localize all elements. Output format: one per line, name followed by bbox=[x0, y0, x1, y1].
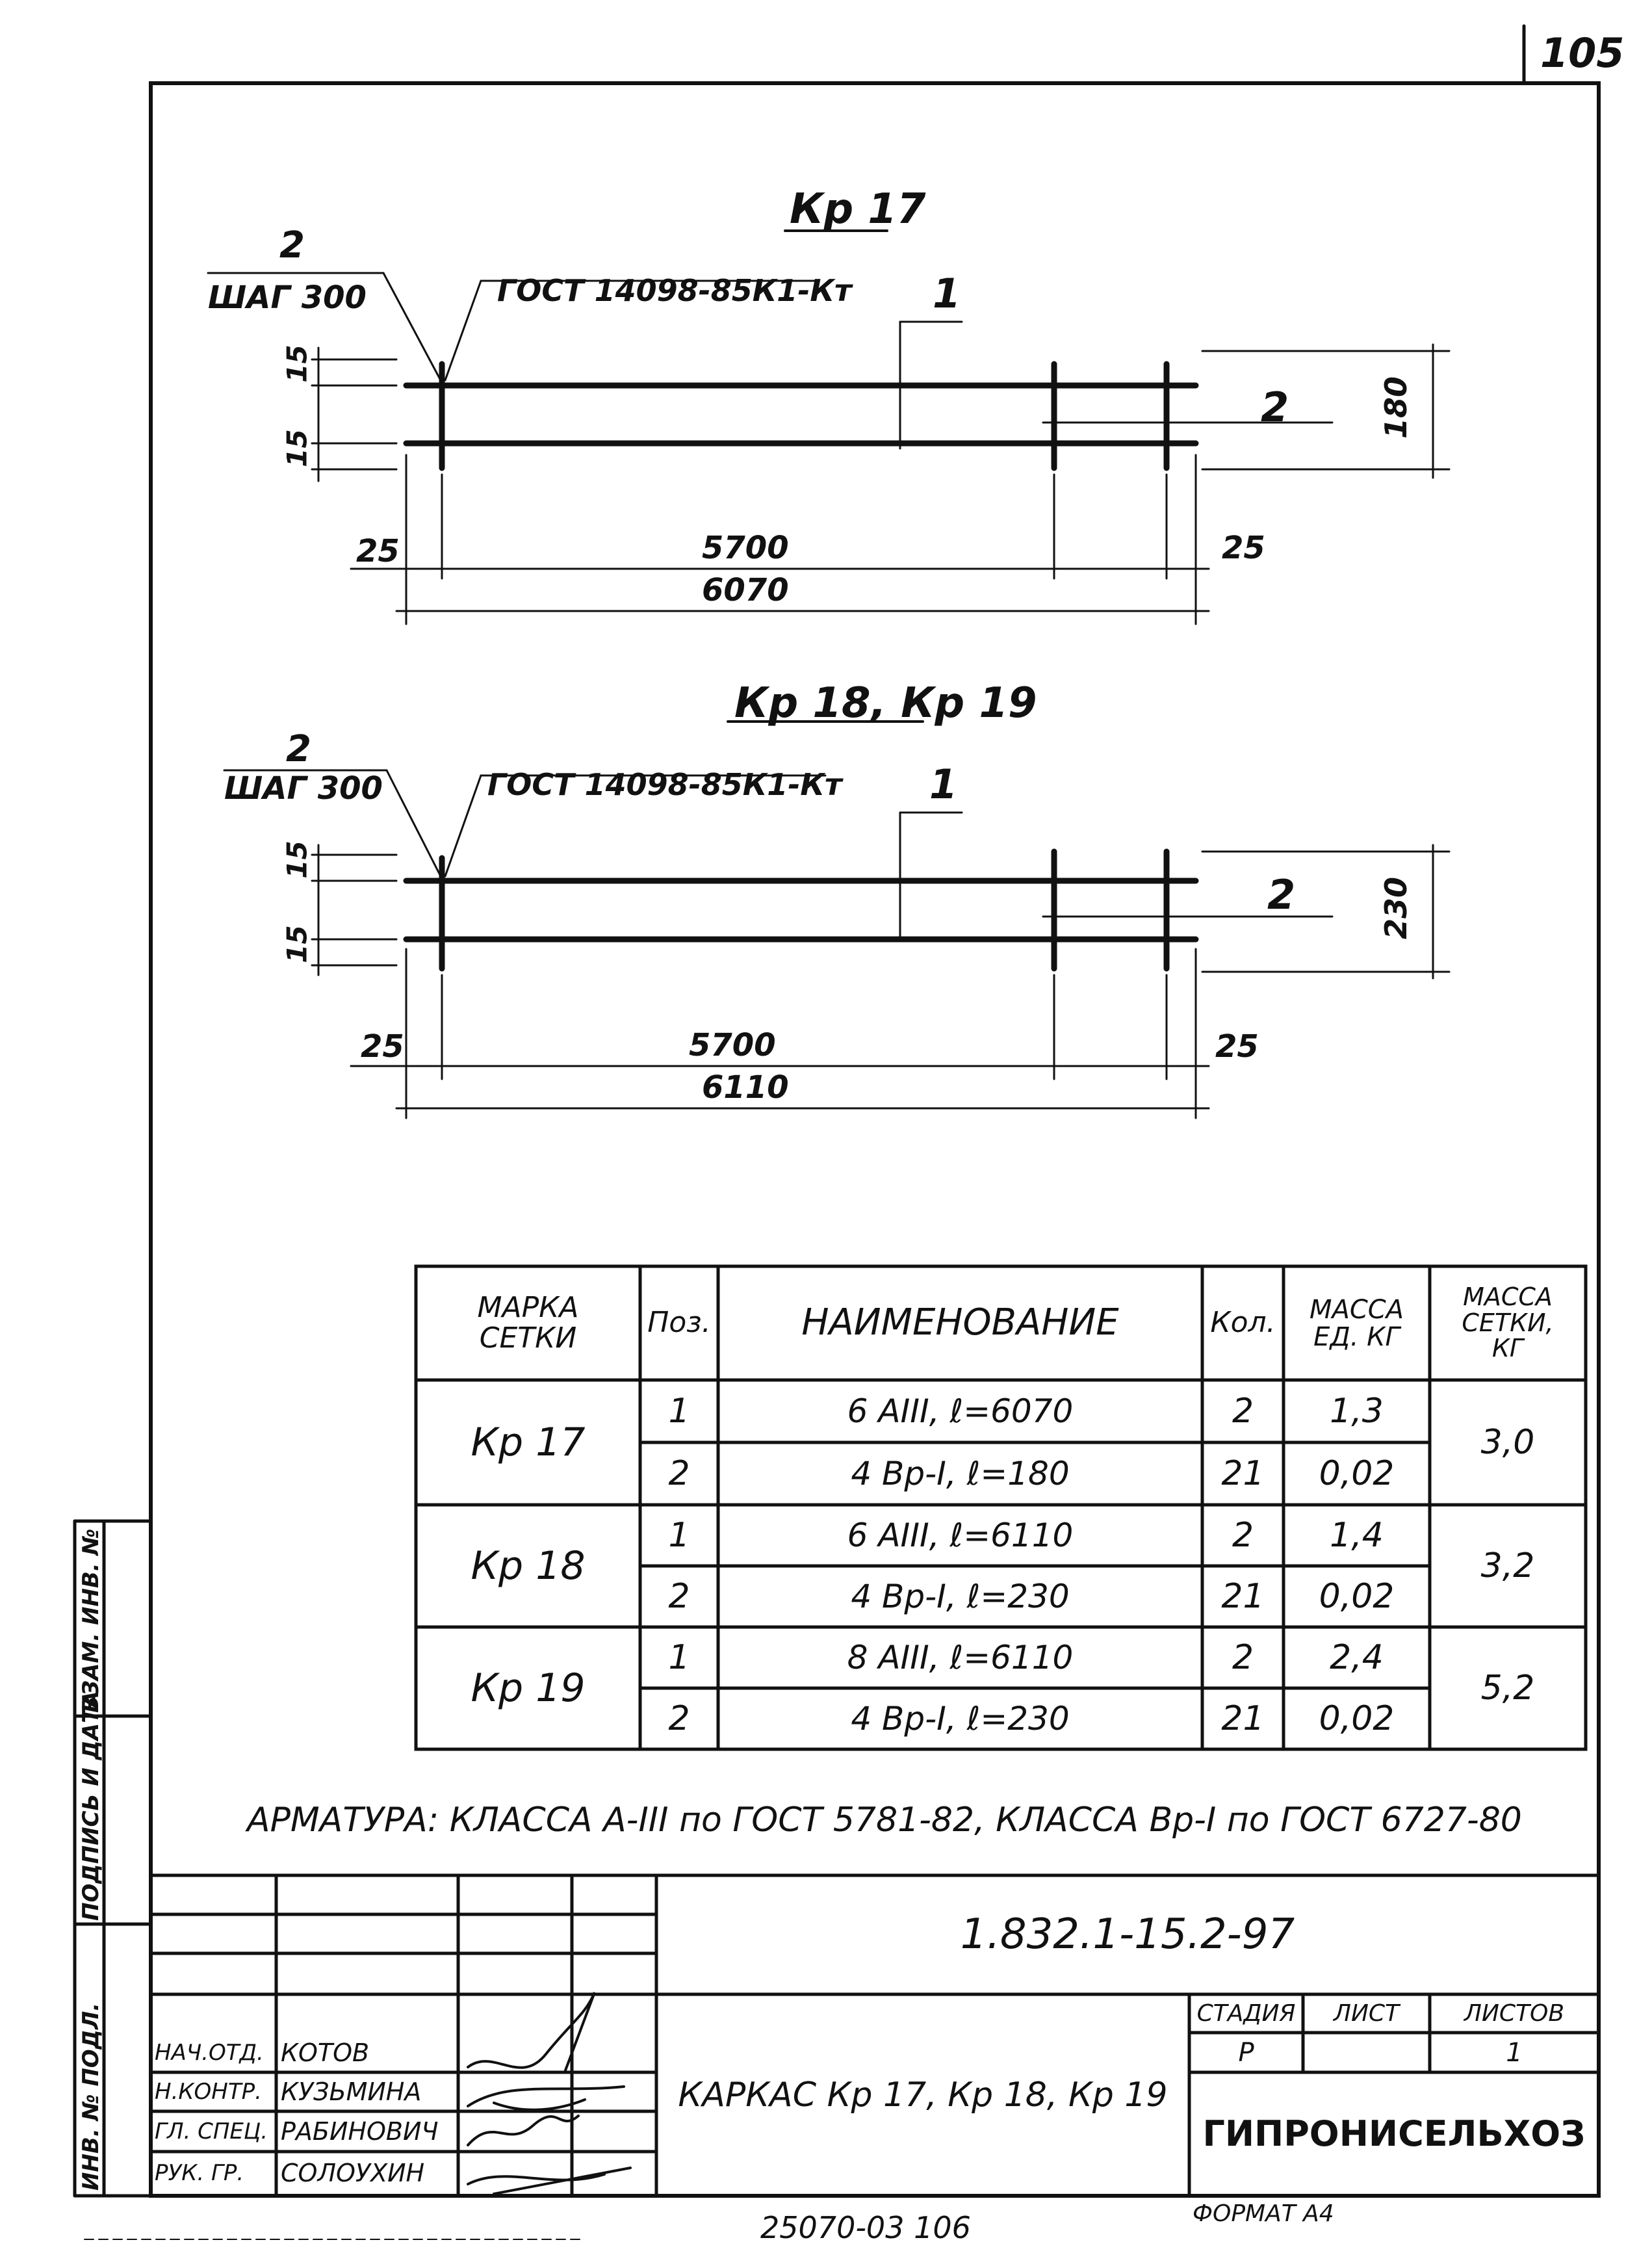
drawing-title: КАРКАС Кр 17, Кр 18, Кр 19 bbox=[678, 2075, 1168, 2115]
drawing-2-dim-total: 6110 bbox=[702, 1069, 789, 1106]
drawing-2-dim-height: 230 bbox=[1378, 876, 1414, 940]
group-mark: Кр 19 bbox=[471, 1665, 586, 1711]
header-unit-mass: МАССА ЕД. КГ bbox=[1309, 1294, 1404, 1352]
sheets-header: ЛИСТОВ bbox=[1464, 1999, 1565, 2027]
staff-name: СОЛОУХИН bbox=[281, 2159, 425, 2187]
drawing-2-dim-bottom: 15 bbox=[281, 925, 313, 963]
group-mesh-mass: 3,2 bbox=[1480, 1546, 1535, 1585]
drawing-1-title: Кр 17 bbox=[790, 185, 926, 233]
row-name: 4 Вр-I, ℓ=230 bbox=[851, 1577, 1070, 1615]
row-pos: 2 bbox=[668, 1453, 690, 1493]
group-mesh-mass: 3,0 bbox=[1480, 1422, 1535, 1462]
row-name: 8 АIII, ℓ=6110 bbox=[847, 1638, 1074, 1676]
page-number: 105 bbox=[1540, 29, 1625, 77]
drawing-2-gost: ГОСТ 14098-85К1-Кт bbox=[487, 767, 842, 802]
staff-role: НАЧ.ОТД. bbox=[155, 2040, 264, 2066]
drawing-1-note-pos: 2 bbox=[279, 224, 305, 267]
row-unit-mass: 1,3 bbox=[1330, 1391, 1384, 1431]
drawing-2-dim-top: 15 bbox=[281, 840, 313, 879]
armature-note: АРМАТУРА: КЛАССА А-III по ГОСТ 5781-82, КЛАССА Вр-I по ГОСТ 6727-80 bbox=[247, 1801, 1522, 1840]
staff-name: РАБИНОВИЧ bbox=[281, 2117, 439, 2146]
drawing-1-dim-height: 180 bbox=[1378, 376, 1414, 439]
drawing-1-dim-top: 15 bbox=[281, 345, 313, 383]
drawing-1-dim-mid: 5700 bbox=[702, 530, 789, 566]
row-pos: 1 bbox=[668, 1637, 690, 1677]
drawing-2-note-step: ШАГ 300 bbox=[224, 770, 383, 807]
sheet-header: ЛИСТ bbox=[1333, 1999, 1400, 2027]
drawing-1-dim-left: 25 bbox=[356, 533, 400, 569]
stage-value: Р bbox=[1238, 2037, 1254, 2068]
drawing-2-pos1: 1 bbox=[929, 761, 958, 808]
drawing-1-pos1: 1 bbox=[933, 270, 961, 317]
header-qty: Кол. bbox=[1210, 1306, 1276, 1340]
footer-format: ФОРМАТ А4 bbox=[1193, 2200, 1334, 2227]
row-qty: 21 bbox=[1221, 1699, 1265, 1738]
header-name: НАИМЕНОВАНИЕ bbox=[801, 1301, 1119, 1344]
row-pos: 1 bbox=[668, 1515, 690, 1555]
side-inv-orig: ИНВ. № ПОДЛ. bbox=[78, 2002, 104, 2191]
header-pos: Поз. bbox=[647, 1306, 711, 1340]
drawing-1-dim-right: 25 bbox=[1222, 530, 1265, 566]
row-name: 4 Вр-I, ℓ=180 bbox=[851, 1454, 1070, 1492]
doc-code: 1.832.1-15.2-97 bbox=[960, 1910, 1295, 1959]
group-mark: Кр 17 bbox=[471, 1419, 586, 1465]
row-qty: 2 bbox=[1232, 1637, 1254, 1677]
drawing-1-dim-total: 6070 bbox=[702, 572, 789, 608]
drawing-2-dim-right: 25 bbox=[1215, 1028, 1259, 1065]
footer-code: 25070-03 106 bbox=[760, 2210, 971, 2245]
staff-name: КОТОВ bbox=[281, 2038, 370, 2067]
row-qty: 21 bbox=[1221, 1576, 1265, 1616]
drawing-2-dim-mid: 5700 bbox=[689, 1027, 776, 1063]
group-mark: Кр 18 bbox=[471, 1543, 586, 1589]
header-mesh-mass: МАССА СЕТКИ, КГ bbox=[1462, 1282, 1554, 1363]
row-name: 6 АIII, ℓ=6110 bbox=[847, 1516, 1074, 1554]
row-name: 4 Вр-I, ℓ=230 bbox=[851, 1699, 1070, 1738]
staff-role: РУК. ГР. bbox=[155, 2160, 244, 2186]
staff-role: ГЛ. СПЕЦ. bbox=[155, 2118, 268, 2144]
row-unit-mass: 0,02 bbox=[1319, 1699, 1395, 1738]
organization-name: ГИПРОНИСЕЛЬХОЗ bbox=[1202, 2113, 1586, 2154]
stage-header: СТАДИЯ bbox=[1196, 1999, 1296, 2027]
row-qty: 2 bbox=[1232, 1515, 1254, 1555]
drawing-2-note-pos: 2 bbox=[286, 728, 311, 770]
row-qty: 21 bbox=[1221, 1453, 1265, 1493]
row-unit-mass: 0,02 bbox=[1319, 1576, 1395, 1616]
staff-role: Н.КОНТР. bbox=[155, 2079, 262, 2105]
drawing-2-dim-left: 25 bbox=[361, 1028, 404, 1065]
signature-scribbles bbox=[468, 1992, 630, 2194]
drawing-1-dim-bottom: 15 bbox=[281, 429, 313, 467]
drawing-1-gost: ГОСТ 14098-85К1-Кт bbox=[497, 273, 852, 308]
row-unit-mass: 0,02 bbox=[1319, 1453, 1395, 1493]
row-pos: 2 bbox=[668, 1699, 690, 1738]
row-pos: 2 bbox=[668, 1576, 690, 1616]
staff-name: КУЗЬМИНА bbox=[281, 2077, 422, 2106]
drawing-2-pos2: 2 bbox=[1267, 871, 1296, 918]
header-mark: МАРКА СЕТКИ bbox=[477, 1291, 579, 1355]
drawing-2-title: Кр 18, Кр 19 bbox=[734, 679, 1037, 727]
row-unit-mass: 1,4 bbox=[1330, 1515, 1384, 1555]
side-inv-replace: ВЗАМ. ИНВ. № bbox=[78, 1528, 104, 1713]
side-sign-date: ПОДПИСЬ И ДАТА bbox=[78, 1691, 104, 1921]
row-unit-mass: 2,4 bbox=[1330, 1637, 1384, 1677]
row-qty: 2 bbox=[1232, 1391, 1254, 1431]
row-pos: 1 bbox=[668, 1391, 690, 1431]
group-mesh-mass: 5,2 bbox=[1480, 1668, 1535, 1708]
drawing-1-pos2: 2 bbox=[1261, 384, 1289, 431]
row-name: 6 АIII, ℓ=6070 bbox=[847, 1392, 1074, 1430]
drawing-1-note-step: ШАГ 300 bbox=[208, 280, 367, 316]
sheets-value: 1 bbox=[1506, 2037, 1523, 2068]
